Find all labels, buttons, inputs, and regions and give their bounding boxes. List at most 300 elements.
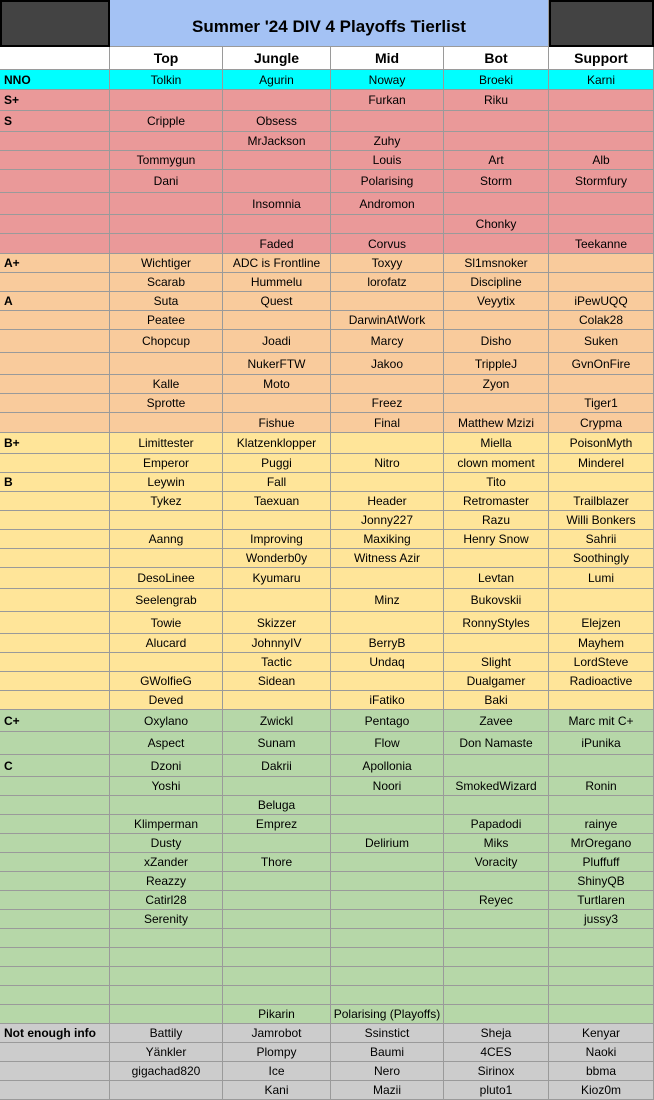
player-cell-jungle: Joadi	[223, 330, 331, 353]
player-cell-top: Aanng	[110, 530, 223, 549]
player-cell-mid: Jonny227	[331, 511, 444, 530]
player-cell-bot	[444, 549, 549, 568]
tier-label	[0, 549, 110, 568]
corner-cell-left	[0, 0, 110, 47]
player-cell-mid	[331, 473, 444, 492]
player-cell-top: Suta	[110, 292, 223, 311]
player-cell-bot: Henry Snow	[444, 530, 549, 549]
header-tier-cell	[0, 47, 110, 70]
player-cell-bot: Papadodi	[444, 815, 549, 834]
player-cell-top: Tommygun	[110, 151, 223, 170]
player-cell-bot: Sirinox	[444, 1062, 549, 1081]
player-cell-support: Alb	[549, 151, 654, 170]
tier-label	[0, 193, 110, 215]
tier-label	[0, 375, 110, 394]
tier-label: A	[0, 292, 110, 311]
player-cell-mid: Furkan	[331, 90, 444, 111]
player-cell-mid: Undaq	[331, 653, 444, 672]
player-cell-top: Peatee	[110, 311, 223, 330]
player-cell-mid: Delirium	[331, 834, 444, 853]
tier-label	[0, 530, 110, 549]
player-cell-jungle: Improving	[223, 530, 331, 549]
player-cell-mid: Pentago	[331, 710, 444, 732]
player-cell-support	[549, 273, 654, 292]
player-cell-mid: Noori	[331, 777, 444, 796]
player-cell-mid: iFatiko	[331, 691, 444, 710]
tier-label	[0, 413, 110, 433]
tier-label: S+	[0, 90, 110, 111]
tier-label: Not enough info	[0, 1024, 110, 1043]
player-cell-jungle: JohnnyIV	[223, 634, 331, 653]
player-cell-jungle	[223, 151, 331, 170]
player-cell-top: Cripple	[110, 111, 223, 132]
player-cell-top	[110, 1081, 223, 1100]
tier-label: A+	[0, 254, 110, 273]
player-cell-bot: Zyon	[444, 375, 549, 394]
player-cell-support	[549, 691, 654, 710]
player-cell-support: Naoki	[549, 1043, 654, 1062]
player-cell-mid: Polarising	[331, 170, 444, 193]
player-cell-jungle: Sunam	[223, 732, 331, 755]
player-cell-jungle: MrJackson	[223, 132, 331, 151]
player-cell-jungle: Hummelu	[223, 273, 331, 292]
player-cell-mid	[331, 948, 444, 967]
player-cell-bot	[444, 910, 549, 929]
player-cell-jungle	[223, 311, 331, 330]
player-cell-mid: Baumi	[331, 1043, 444, 1062]
player-cell-bot	[444, 929, 549, 948]
player-cell-top: Wichtiger	[110, 254, 223, 273]
player-cell-mid: Marcy	[331, 330, 444, 353]
page-title: Summer '24 DIV 4 Playoffs Tierlist	[110, 0, 549, 47]
player-cell-mid: Freez	[331, 394, 444, 413]
player-cell-jungle	[223, 986, 331, 1005]
player-cell-mid: Ssinstict	[331, 1024, 444, 1043]
player-cell-jungle	[223, 777, 331, 796]
player-cell-support	[549, 90, 654, 111]
player-cell-jungle: Ice	[223, 1062, 331, 1081]
player-cell-mid: Maxiking	[331, 530, 444, 549]
player-cell-support	[549, 589, 654, 612]
player-cell-mid	[331, 672, 444, 691]
player-cell-bot	[444, 796, 549, 815]
player-cell-jungle	[223, 834, 331, 853]
player-cell-jungle: Moto	[223, 375, 331, 394]
player-cell-support: Willi Bonkers	[549, 511, 654, 530]
player-cell-bot	[444, 193, 549, 215]
player-cell-bot: TrippleJ	[444, 353, 549, 375]
player-cell-top: Kalle	[110, 375, 223, 394]
player-cell-mid: Andromon	[331, 193, 444, 215]
player-cell-top: Catirl28	[110, 891, 223, 910]
player-cell-jungle: Insomnia	[223, 193, 331, 215]
player-cell-jungle: Kyumaru	[223, 568, 331, 589]
player-cell-bot: 4CES	[444, 1043, 549, 1062]
player-cell-top	[110, 215, 223, 234]
player-cell-support: ShinyQB	[549, 872, 654, 891]
tier-label	[0, 653, 110, 672]
player-cell-bot	[444, 111, 549, 132]
player-cell-bot: Baki	[444, 691, 549, 710]
tier-label	[0, 170, 110, 193]
player-cell-top	[110, 1005, 223, 1024]
player-cell-support: PoisonMyth	[549, 433, 654, 454]
tier-label	[0, 732, 110, 755]
player-cell-jungle: Pikarin	[223, 1005, 331, 1024]
tier-label	[0, 353, 110, 375]
player-cell-jungle: Faded	[223, 234, 331, 254]
player-cell-support	[549, 755, 654, 777]
player-cell-jungle: Fishue	[223, 413, 331, 433]
player-cell-top	[110, 413, 223, 433]
header-jungle: Jungle	[223, 47, 331, 70]
player-cell-top: Alucard	[110, 634, 223, 653]
player-cell-bot: Chonky	[444, 215, 549, 234]
player-cell-jungle: Beluga	[223, 796, 331, 815]
player-cell-mid: Louis	[331, 151, 444, 170]
player-cell-bot: Disho	[444, 330, 549, 353]
player-cell-jungle: Fall	[223, 473, 331, 492]
player-cell-top: Deved	[110, 691, 223, 710]
player-cell-bot	[444, 634, 549, 653]
player-cell-top: Yoshi	[110, 777, 223, 796]
tier-label	[0, 151, 110, 170]
header-bot: Bot	[444, 47, 549, 70]
tier-label	[0, 834, 110, 853]
tier-label	[0, 1081, 110, 1100]
player-cell-mid: Header	[331, 492, 444, 511]
player-cell-top: xZander	[110, 853, 223, 872]
tier-label	[0, 672, 110, 691]
tier-label	[0, 948, 110, 967]
player-cell-mid: Minz	[331, 589, 444, 612]
player-cell-jungle	[223, 891, 331, 910]
player-cell-top: GWolfieG	[110, 672, 223, 691]
player-cell-bot: Zavee	[444, 710, 549, 732]
player-cell-mid	[331, 375, 444, 394]
tier-label	[0, 215, 110, 234]
player-cell-bot	[444, 986, 549, 1005]
player-cell-support: Teekanne	[549, 234, 654, 254]
player-cell-support: Marc mit C+	[549, 710, 654, 732]
player-cell-support: iPewUQQ	[549, 292, 654, 311]
tier-label	[0, 511, 110, 530]
tier-label	[0, 394, 110, 413]
player-cell-bot: pluto1	[444, 1081, 549, 1100]
player-cell-jungle	[223, 215, 331, 234]
player-cell-top	[110, 986, 223, 1005]
player-cell-mid	[331, 796, 444, 815]
player-cell-top	[110, 234, 223, 254]
player-cell-bot	[444, 967, 549, 986]
tier-label	[0, 929, 110, 948]
player-cell-support: Lumi	[549, 568, 654, 589]
player-cell-mid	[331, 853, 444, 872]
tier-label	[0, 691, 110, 710]
player-cell-bot: Slight	[444, 653, 549, 672]
player-cell-top: Tykez	[110, 492, 223, 511]
player-cell-support: Kioz0m	[549, 1081, 654, 1100]
player-cell-jungle	[223, 394, 331, 413]
player-cell-top: Yänkler	[110, 1043, 223, 1062]
player-cell-support	[549, 132, 654, 151]
player-cell-support: jussy3	[549, 910, 654, 929]
player-cell-support: LordSteve	[549, 653, 654, 672]
player-cell-bot	[444, 755, 549, 777]
tier-label	[0, 777, 110, 796]
player-cell-jungle: Jamrobot	[223, 1024, 331, 1043]
player-cell-support: Mayhem	[549, 634, 654, 653]
player-cell-support: Ronin	[549, 777, 654, 796]
player-cell-jungle: Emprez	[223, 815, 331, 834]
tier-label	[0, 612, 110, 634]
tier-label	[0, 872, 110, 891]
player-cell-top	[110, 132, 223, 151]
player-cell-support: Minderel	[549, 454, 654, 473]
tier-label: B+	[0, 433, 110, 454]
player-cell-support: GvnOnFire	[549, 353, 654, 375]
player-cell-support	[549, 473, 654, 492]
player-cell-top: Dani	[110, 170, 223, 193]
player-cell-top	[110, 967, 223, 986]
player-cell-top: Seelengrab	[110, 589, 223, 612]
player-cell-support: iPunika	[549, 732, 654, 755]
player-cell-mid	[331, 967, 444, 986]
player-cell-mid	[331, 568, 444, 589]
player-cell-mid: Zuhy	[331, 132, 444, 151]
player-cell-top	[110, 549, 223, 568]
player-cell-support	[549, 986, 654, 1005]
player-cell-jungle	[223, 511, 331, 530]
player-cell-jungle: NukerFTW	[223, 353, 331, 375]
player-cell-top	[110, 511, 223, 530]
player-cell-top	[110, 948, 223, 967]
player-cell-jungle	[223, 948, 331, 967]
player-cell-top	[110, 929, 223, 948]
player-cell-mid: Toxyy	[331, 254, 444, 273]
player-cell-bot	[444, 1005, 549, 1024]
player-cell-top: Towie	[110, 612, 223, 634]
player-cell-bot: Don Namaste	[444, 732, 549, 755]
player-cell-mid: Mazii	[331, 1081, 444, 1100]
player-cell-jungle: Sidean	[223, 672, 331, 691]
player-cell-mid	[331, 929, 444, 948]
player-cell-mid: Corvus	[331, 234, 444, 254]
tier-label	[0, 796, 110, 815]
player-cell-support: MrOregano	[549, 834, 654, 853]
player-cell-bot: Voracity	[444, 853, 549, 872]
player-cell-mid: Noway	[331, 70, 444, 90]
player-cell-top: gigachad820	[110, 1062, 223, 1081]
player-cell-bot: Riku	[444, 90, 549, 111]
player-cell-support	[549, 111, 654, 132]
player-cell-support: Sahrii	[549, 530, 654, 549]
player-cell-top: Emperor	[110, 454, 223, 473]
player-cell-bot: Tito	[444, 473, 549, 492]
player-cell-bot: Retromaster	[444, 492, 549, 511]
player-cell-bot: Razu	[444, 511, 549, 530]
tier-label	[0, 330, 110, 353]
player-cell-support: Pluffuff	[549, 853, 654, 872]
player-cell-mid: Nero	[331, 1062, 444, 1081]
player-cell-support: Crypma	[549, 413, 654, 433]
player-cell-mid: Jakoo	[331, 353, 444, 375]
player-cell-jungle: Plompy	[223, 1043, 331, 1062]
player-cell-bot: clown moment	[444, 454, 549, 473]
player-cell-bot: Sheja	[444, 1024, 549, 1043]
player-cell-jungle: Taexuan	[223, 492, 331, 511]
player-cell-support: Soothingly	[549, 549, 654, 568]
player-cell-top: Leywin	[110, 473, 223, 492]
tier-label	[0, 967, 110, 986]
player-cell-support: Karni	[549, 70, 654, 90]
tier-label	[0, 1043, 110, 1062]
player-cell-top: Chopcup	[110, 330, 223, 353]
player-cell-support	[549, 796, 654, 815]
player-cell-mid	[331, 292, 444, 311]
player-cell-bot	[444, 394, 549, 413]
player-cell-support	[549, 193, 654, 215]
player-cell-top: Klimperman	[110, 815, 223, 834]
tier-label	[0, 234, 110, 254]
header-mid: Mid	[331, 47, 444, 70]
tier-label	[0, 589, 110, 612]
player-cell-bot: Matthew Mzizi	[444, 413, 549, 433]
player-cell-bot: SmokedWizard	[444, 777, 549, 796]
player-cell-bot: Broeki	[444, 70, 549, 90]
player-cell-bot: Sl1msnoker	[444, 254, 549, 273]
player-cell-jungle	[223, 90, 331, 111]
player-cell-bot: Veyytix	[444, 292, 549, 311]
player-cell-jungle: Skizzer	[223, 612, 331, 634]
player-cell-jungle: Zwickl	[223, 710, 331, 732]
player-cell-jungle: Kani	[223, 1081, 331, 1100]
player-cell-top: Dzoni	[110, 755, 223, 777]
player-cell-mid: Apollonia	[331, 755, 444, 777]
player-cell-support: Kenyar	[549, 1024, 654, 1043]
player-cell-bot: RonnyStyles	[444, 612, 549, 634]
player-cell-support	[549, 254, 654, 273]
player-cell-top: Aspect	[110, 732, 223, 755]
player-cell-support: Stormfury	[549, 170, 654, 193]
player-cell-mid	[331, 986, 444, 1005]
player-cell-top: DesoLinee	[110, 568, 223, 589]
player-cell-bot	[444, 234, 549, 254]
player-cell-jungle	[223, 929, 331, 948]
player-cell-top	[110, 353, 223, 375]
player-cell-support: Elejzen	[549, 612, 654, 634]
player-cell-top: Scarab	[110, 273, 223, 292]
tier-label	[0, 311, 110, 330]
player-cell-top: Serenity	[110, 910, 223, 929]
player-cell-support: bbma	[549, 1062, 654, 1081]
tier-label: C	[0, 755, 110, 777]
player-cell-support	[549, 967, 654, 986]
player-cell-top: Dusty	[110, 834, 223, 853]
player-cell-jungle	[223, 967, 331, 986]
player-cell-mid	[331, 872, 444, 891]
player-cell-support: Radioactive	[549, 672, 654, 691]
tier-label	[0, 634, 110, 653]
player-cell-jungle: Quest	[223, 292, 331, 311]
tier-label: C+	[0, 710, 110, 732]
player-cell-jungle	[223, 170, 331, 193]
player-cell-bot: Bukovskii	[444, 589, 549, 612]
player-cell-top: Tolkin	[110, 70, 223, 90]
player-cell-jungle: Wonderb0y	[223, 549, 331, 568]
player-cell-mid	[331, 111, 444, 132]
player-cell-jungle: Dakrii	[223, 755, 331, 777]
player-cell-mid: Flow	[331, 732, 444, 755]
player-cell-bot	[444, 132, 549, 151]
player-cell-support	[549, 215, 654, 234]
player-cell-mid: BerryB	[331, 634, 444, 653]
player-cell-bot: Miella	[444, 433, 549, 454]
player-cell-top	[110, 653, 223, 672]
player-cell-support: rainye	[549, 815, 654, 834]
player-cell-jungle: Klatzenklopper	[223, 433, 331, 454]
tier-label	[0, 132, 110, 151]
tier-label: B	[0, 473, 110, 492]
tier-label	[0, 910, 110, 929]
player-cell-mid	[331, 612, 444, 634]
player-cell-bot: Dualgamer	[444, 672, 549, 691]
player-cell-support: Tiger1	[549, 394, 654, 413]
player-cell-bot: Miks	[444, 834, 549, 853]
player-cell-top: Limittester	[110, 433, 223, 454]
player-cell-jungle: Thore	[223, 853, 331, 872]
player-cell-top	[110, 796, 223, 815]
player-cell-mid	[331, 815, 444, 834]
tier-label	[0, 492, 110, 511]
player-cell-mid: DarwinAtWork	[331, 311, 444, 330]
player-cell-bot	[444, 948, 549, 967]
player-cell-jungle	[223, 872, 331, 891]
player-cell-bot: Art	[444, 151, 549, 170]
player-cell-jungle	[223, 691, 331, 710]
player-cell-bot: Discipline	[444, 273, 549, 292]
player-cell-mid: Nitro	[331, 454, 444, 473]
player-cell-mid: Witness Azir	[331, 549, 444, 568]
player-cell-bot: Levtan	[444, 568, 549, 589]
header-support: Support	[549, 47, 654, 70]
player-cell-support	[549, 948, 654, 967]
player-cell-support	[549, 1005, 654, 1024]
player-cell-support: Trailblazer	[549, 492, 654, 511]
player-cell-jungle: ADC is Frontline	[223, 254, 331, 273]
player-cell-support	[549, 375, 654, 394]
player-cell-jungle: Tactic	[223, 653, 331, 672]
player-cell-mid: Final	[331, 413, 444, 433]
tier-label	[0, 853, 110, 872]
player-cell-mid	[331, 891, 444, 910]
player-cell-jungle: Obsess	[223, 111, 331, 132]
player-cell-bot	[444, 872, 549, 891]
tier-label	[0, 273, 110, 292]
player-cell-support: Colak28	[549, 311, 654, 330]
player-cell-bot	[444, 311, 549, 330]
tier-label	[0, 1062, 110, 1081]
player-cell-top	[110, 90, 223, 111]
player-cell-mid: Polarising (Playoffs)	[331, 1005, 444, 1024]
player-cell-jungle: Agurin	[223, 70, 331, 90]
tier-label	[0, 454, 110, 473]
tier-label: S	[0, 111, 110, 132]
tier-label	[0, 568, 110, 589]
player-cell-top	[110, 193, 223, 215]
tier-label	[0, 815, 110, 834]
player-cell-mid: lorofatz	[331, 273, 444, 292]
